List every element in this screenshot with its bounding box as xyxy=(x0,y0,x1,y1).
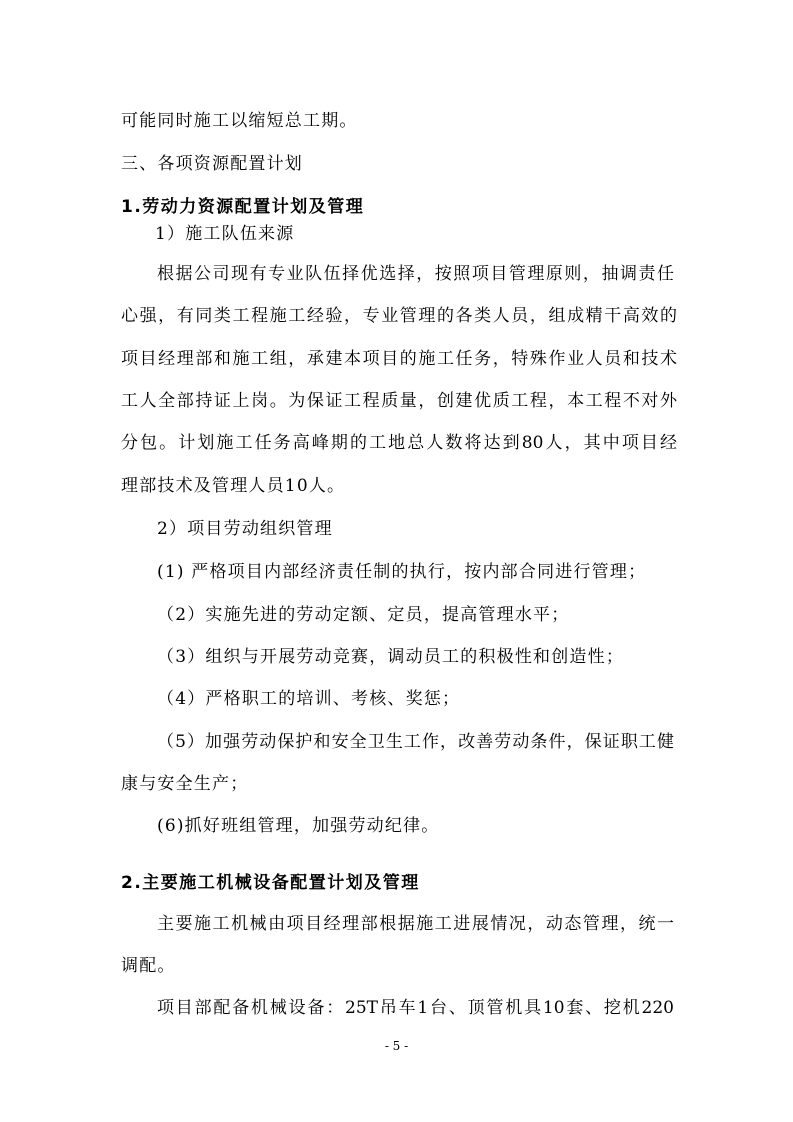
section-heading: 三、各项资源配置计划 xyxy=(121,154,303,174)
paragraph-line: 项目部配备机械设备：25T吊车1台、顶管机具10套、挖机220 xyxy=(157,998,674,1018)
list-item: （2）实施先进的劳动定额、定员，提高管理水平； xyxy=(157,605,570,625)
list-item: (6)抓好班组管理，加强劳动纪律。 xyxy=(157,816,440,836)
paragraph-line: 心强，有同类工程施工经验，专业管理的各类人员，组成精干高效的 xyxy=(121,306,677,326)
list-item: （3）组织与开展劳动竞赛，调动员工的积极性和创造性； xyxy=(157,647,625,667)
paragraph-line: 根据公司现有专业队伍择优选择，按照项目管理原则，抽调责任 xyxy=(157,264,674,284)
item-heading: 2）项目劳动组织管理 xyxy=(157,519,333,539)
paragraph-line: 主要施工机械由项目经理部根据施工进展情况，动态管理，统一 xyxy=(157,914,674,934)
paragraph-line: 项目经理部和施工组，承建本项目的施工任务，特殊作业人员和技术 xyxy=(121,349,677,369)
item-heading: 1）施工队伍来源 xyxy=(155,224,295,244)
paragraph-line: 工人全部持证上岗。为保证工程质量，创建优质工程，本工程不对外 xyxy=(121,391,677,411)
subsection-heading: 2.主要施工机械设备配置计划及管理 xyxy=(121,873,420,893)
page-number: - 5 - xyxy=(384,1039,409,1053)
paragraph-line: 分包。计划施工任务高峰期的工地总人数将达到80人，其中项目经 xyxy=(121,433,677,453)
paragraph-line: 理部技术及管理人员10人。 xyxy=(121,476,346,496)
list-item-continued: 康与安全生产； xyxy=(121,774,249,794)
subsection-heading: 1.劳动力资源配置计划及管理 xyxy=(121,197,365,217)
paragraph-line: 调配。 xyxy=(121,956,176,976)
list-item: （5）加强劳动保护和安全卫生工作，改善劳动条件，保证职工健 xyxy=(157,732,674,752)
list-item: （4）严格职工的培训、考核、奖惩； xyxy=(157,689,461,709)
list-item: (1) 严格项目内部经济责任制的执行，按内部合同进行管理； xyxy=(157,562,647,582)
paragraph-line: 可能同时施工以缩短总工期。 xyxy=(121,111,358,131)
